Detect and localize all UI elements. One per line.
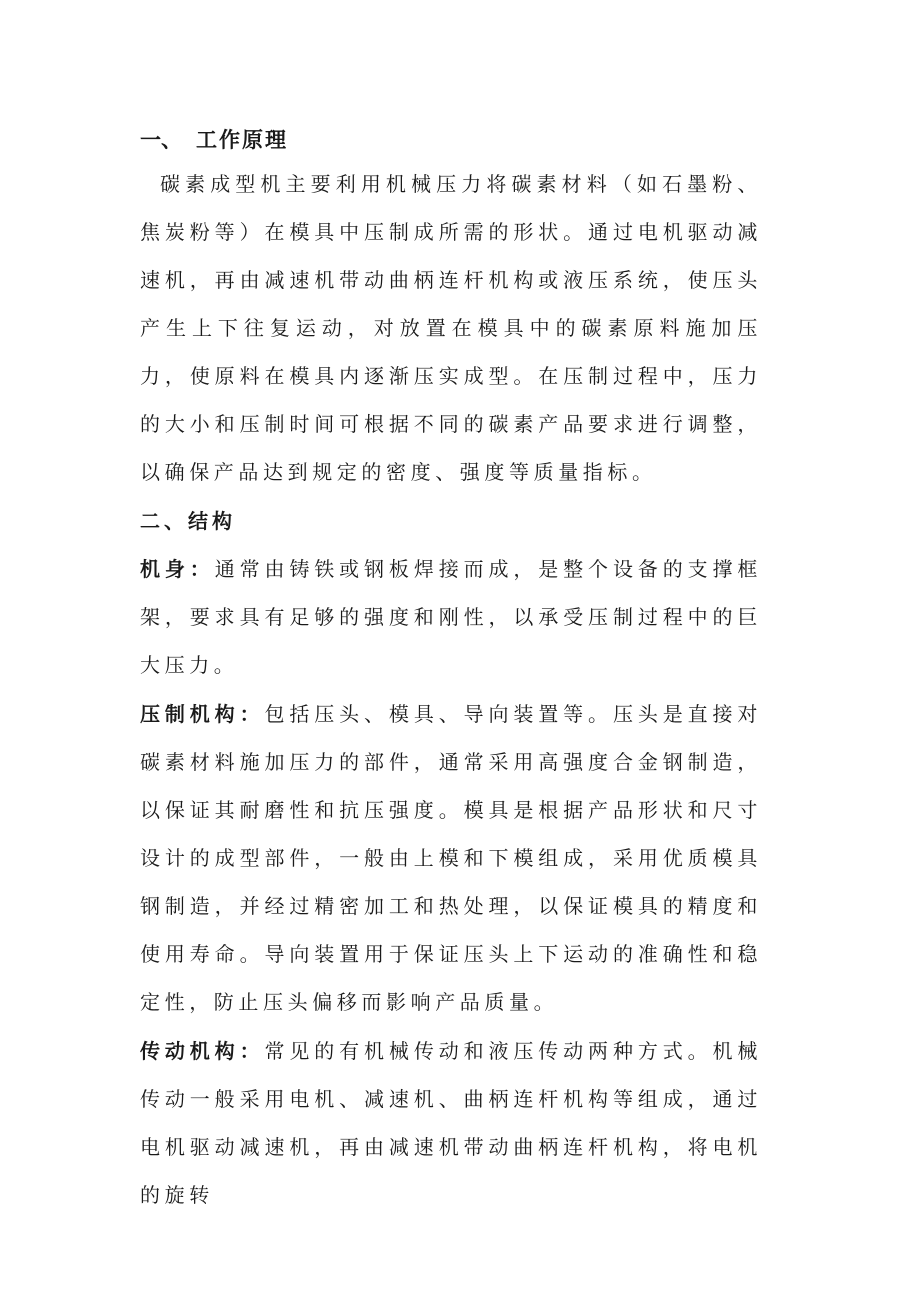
structure-item-label: 机身： bbox=[140, 557, 215, 581]
structure-item-transmission bbox=[140, 1027, 762, 1219]
section-1-number: 一、 bbox=[140, 128, 182, 152]
document-page bbox=[140, 120, 762, 1219]
structure-item-press-mechanism bbox=[140, 690, 762, 1026]
section-1-heading bbox=[140, 120, 762, 160]
structure-item-text: 常见的有机械传动和液压传动两种方式。机械传动一般采用电机、减速机、曲柄连杆机构等组成，通过电机驱动减速机，再由减速机带动曲柄连杆机构，将电机的旋转 bbox=[140, 1039, 763, 1207]
structure-item-body bbox=[140, 545, 762, 689]
structure-item-label: 传动机构： bbox=[140, 1039, 265, 1063]
section-2-heading: 二、结构 bbox=[140, 509, 236, 533]
structure-item-text: 包括压头、模具、导向装置等。压头是直接对碳素材料施加压力的部件，通常采用高强度合金钢制造，以保证其耐磨性和抗压强度。模具是根据产品形状和尺寸设计的成型部件，一般由上模和下模组成，采用优质模具钢制造，并经过精密加工和热处理，以保证模具的精度和使用寿命。导向装置用于保证压头上下运动的准确性和稳定性，防止压头偏移而影响产品质量。 bbox=[140, 702, 763, 1014]
section-1-title: 工作原理 bbox=[196, 128, 288, 152]
section-1-paragraph: 碳素成型机主要利用机械压力将碳素材料（如石墨粉、焦炭粉等）在模具中压制成所需的形状。通过电机驱动减速机，再由减速机带动曲柄连杆机构或液压系统，使压头产生上下往复运动，对放置在模具中的碳素原料施加压力，使原料在模具内逐渐压实成型。在压制过程中，压力的大小和压制时间可根据不同的碳素产品要求进行调整，以确保产品达到规定的密度、强度等质量指标。 bbox=[140, 172, 762, 484]
structure-item-label: 压制机构： bbox=[140, 702, 265, 726]
structure-item-text: 通常由铸铁或钢板焊接而成，是整个设备的支撑框架，要求具有足够的强度和刚性，以承受压制过程中的巨大压力。 bbox=[140, 557, 762, 677]
